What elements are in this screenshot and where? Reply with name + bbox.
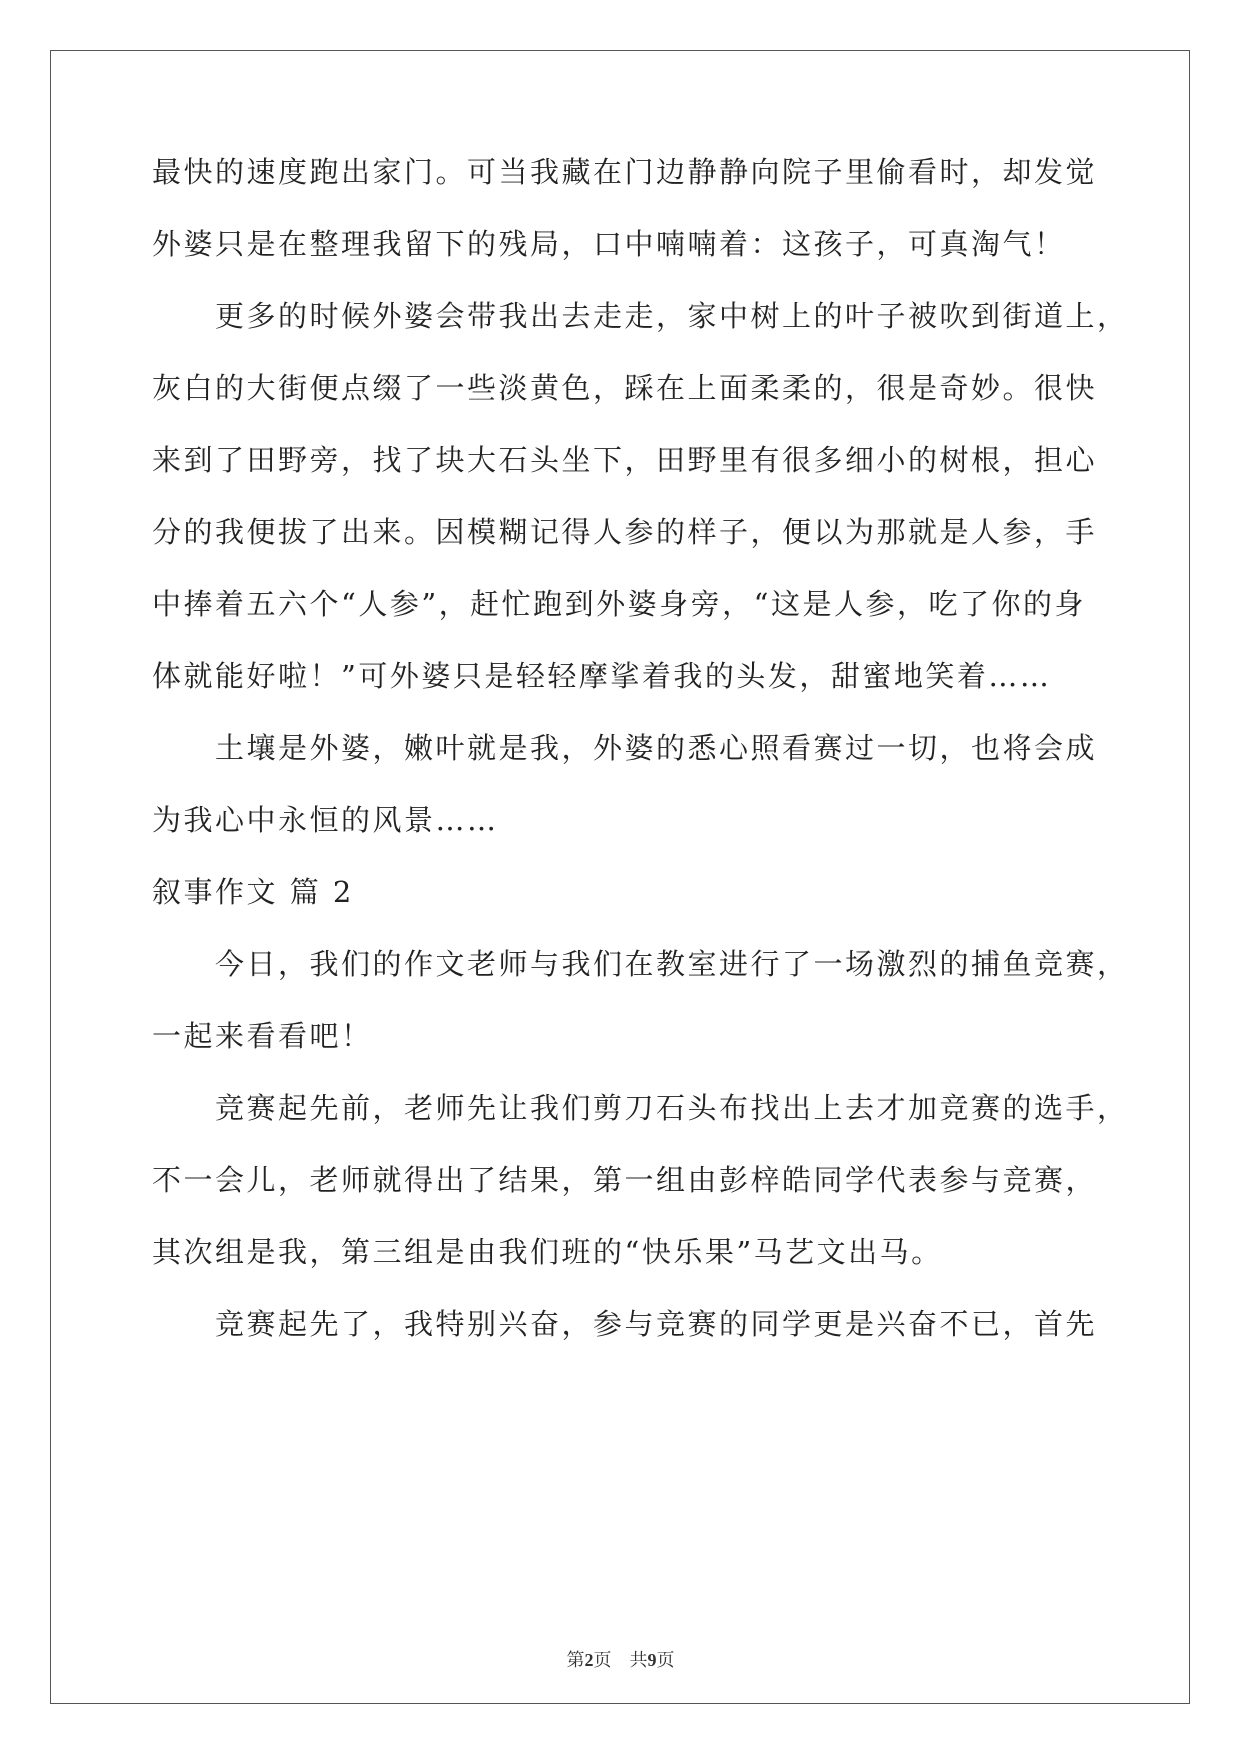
footer-page-number: 2 — [584, 1650, 594, 1670]
page-footer — [0, 1646, 1241, 1672]
body-text-line: 体就能好啦！”可外婆只是轻轻摩挲着我的头发，甜蜜地笑着…… — [152, 659, 1052, 693]
body-text-line: 来到了田野旁，找了块大石头坐下，田野里有很多细小的树根，担心 — [152, 443, 1098, 477]
body-text-line: 其次组是我，第三组是由我们班的“快乐果”马艺文出马。 — [152, 1235, 943, 1269]
footer-page-suffix: 页 — [656, 1650, 675, 1670]
paragraph-start-line: 更多的时候外婆会带我出去走走，家中树上的叶子被吹到街道上， — [215, 299, 1129, 333]
footer-total-pages: 9 — [647, 1650, 657, 1670]
body-text-line: 不一会儿，老师就得出了结果，第一组由彭梓皓同学代表参与竞赛， — [152, 1163, 1098, 1197]
footer-page-prefix: 第 — [566, 1650, 585, 1670]
body-text-line: 为我心中永恒的风景…… — [152, 803, 499, 837]
body-text-line: 分的我便拔了出来。因模糊记得人参的样子，便以为那就是人参，手 — [152, 515, 1098, 549]
paragraph-start-line: 竞赛起先前，老师先让我们剪刀石头布找出上去才加竞赛的选手， — [215, 1091, 1129, 1125]
body-text-line: 灰白的大街便点缀了一些淡黄色，踩在上面柔柔的，很是奇妙。很快 — [152, 371, 1098, 405]
body-text-line: 外婆只是在整理我留下的残局，口中喃喃着：这孩子，可真淘气！ — [152, 227, 1066, 261]
body-text-line: 最快的速度跑出家门。可当我藏在门边静静向院子里偷看时，却发觉 — [152, 155, 1098, 189]
section-heading: 叙事作文 篇 2 — [152, 875, 354, 909]
paragraph-start-line: 今日，我们的作文老师与我们在教室进行了一场激烈的捕鱼竞赛， — [215, 947, 1129, 981]
body-text-line: 中捧着五六个“人参”，赶忙跑到外婆身旁，“这是人参，吃了你的身 — [152, 587, 1086, 621]
body-text-line: 一起来看看吧！ — [152, 1019, 373, 1053]
footer-page-mid: 页 共 — [593, 1650, 648, 1670]
paragraph-start-line: 土壤是外婆，嫩叶就是我，外婆的悉心照看赛过一切，也将会成 — [215, 731, 1098, 765]
paragraph-start-line: 竞赛起先了，我特别兴奋，参与竞赛的同学更是兴奋不已，首先 — [215, 1307, 1098, 1341]
